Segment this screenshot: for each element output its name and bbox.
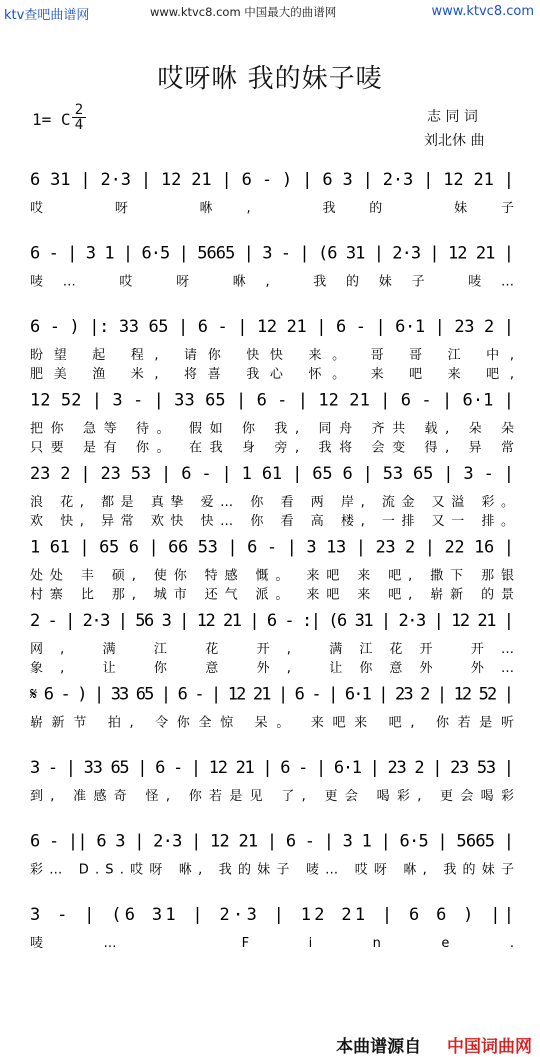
lyrics-line: 象, 让 你 意 外, 让你意外 外… <box>30 661 514 676</box>
time-numerator: 2 <box>72 103 86 118</box>
score-system <box>30 244 514 290</box>
lyrics-line: 村寨 比 那, 城市 还气 派。 来吧 来 吧, 崭新 的景 <box>30 587 514 603</box>
header-left-text: ktv查吧曲谱网 <box>4 8 90 23</box>
lyrics-line: 彩… D.S.哎呀 咻, 我的妹子 唛… 哎呀 咻, 我的妹子 <box>30 862 515 878</box>
lyrics-line: 盼望 起 程, 请你 快快 来。 哥 哥 江 中, <box>30 348 514 363</box>
score-system <box>30 317 514 382</box>
notation-line: 𝄋 6 - ) | 33 65 | 6 - | 12 21 | 6 - | 6·1 | 23 2 | 12 52 | <box>30 684 514 705</box>
key-signature: 1= C <box>32 110 71 129</box>
lyrics-line: 欢 快, 异常 欢快 快… 你 看 高 楼, 一排 又一 排。 <box>30 514 514 529</box>
time-denominator: 4 <box>74 117 84 133</box>
score-system <box>30 758 514 804</box>
footer-site-text: 中国词曲网 <box>447 1037 532 1057</box>
lyrics-line: 肥美 渔 米, 将喜 我心 怀。 来 吧 来 吧, <box>30 367 514 382</box>
notation-line: 3 - | 33 65 | 6 - | 12 21 | 6 - | 6·1 | 23 2 | 23 53 | <box>30 758 514 778</box>
notation-line: 3 - | (6 31 | 2·3 | 12 21 | 6 6 ) || <box>30 905 514 925</box>
page-title: 哎呀咻 我的妹子唛 <box>157 64 383 94</box>
score-system <box>30 391 514 456</box>
notation-line: 1 61 | 65 6 | 66 53 | 6 - | 3 13 | 23 2 | 22 16 | <box>30 537 514 558</box>
score-system <box>30 538 514 603</box>
notation-line: 2 - | 2·3 | 56 3 | 12 21 | 6 - :| (6 31 | 2·3 | 12 21 | <box>30 611 514 631</box>
lyrics-line: 把你 急等 待。 假如 你 我, 同舟 齐共 载, 朵 朵 <box>30 421 514 437</box>
score-system <box>30 611 514 676</box>
score-system <box>30 832 514 878</box>
lyrics-line: 唛… Fine. <box>30 936 514 951</box>
lyrics-line: 网, 满 江 花 开, 满江花开 开… <box>30 642 514 657</box>
notation-line: 6 - | 3 1 | 6·5 | 5665 | 3 - | (6 31 | 2·3 | 12 21 | <box>30 243 514 264</box>
footer-source-text: 本曲谱源自 <box>336 1037 422 1057</box>
composer-credit: 刘北休 曲 <box>424 133 485 149</box>
footer <box>336 1032 532 1057</box>
lyrics-line: 唛… 哎 呀 咻, 我的妹子 唛… <box>30 274 514 290</box>
lyrics-line: 处处 丰 硕, 使你 特感 慨。 来吧 来 吧, 撒下 那银 <box>30 568 514 584</box>
header-mid-text: www.ktvc8.com 中国最大的曲谱网 <box>150 5 337 19</box>
notation-line: 6 - ) |: 33 65 | 6 - | 12 21 | 6 - | 6·1 | 23 2 | <box>30 317 514 337</box>
lyrics-line: 浪 花, 都是 真挚 爱… 你 看 两 岸, 流金 又溢 彩。 <box>30 495 514 510</box>
score-system <box>30 905 514 951</box>
notation-line: 6 31 | 2·3 | 12 21 | 6 - ) | 6 3 | 2·3 | 12 21 | <box>30 170 514 190</box>
header-right-text: www.ktvc8.com <box>431 4 534 19</box>
lyrics-line: 崭新节 拍, 令你全惊 呆。 来吧来 吧, 你若是听 <box>30 715 515 731</box>
notation-line: 6 - || 6 3 | 2·3 | 12 21 | 6 - | 3 1 | 6·5 | 5665 | <box>30 831 514 852</box>
notation-line: 12 52 | 3 - | 33 65 | 6 - | 12 21 | 6 - | 6·1 | <box>30 390 514 411</box>
score-system <box>30 685 514 731</box>
lyricist-credit: 志 同 词 <box>427 109 478 125</box>
lyrics-line: 只要 是有 你。 在我 身 旁, 我将 会变 得, 异 常 <box>30 440 514 456</box>
lyrics-line: 哎 呀 咻, 我的 妹子 <box>30 201 515 216</box>
score-system <box>30 464 514 529</box>
score-system <box>30 170 514 216</box>
lyrics-line: 到, 准感奇 怪, 你若是见 了, 更会 喝彩, 更会喝彩 <box>30 789 514 804</box>
notation-line: 23 2 | 23 53 | 6 - | 1 61 | 65 6 | 53 65 | 3 - | <box>30 464 514 484</box>
